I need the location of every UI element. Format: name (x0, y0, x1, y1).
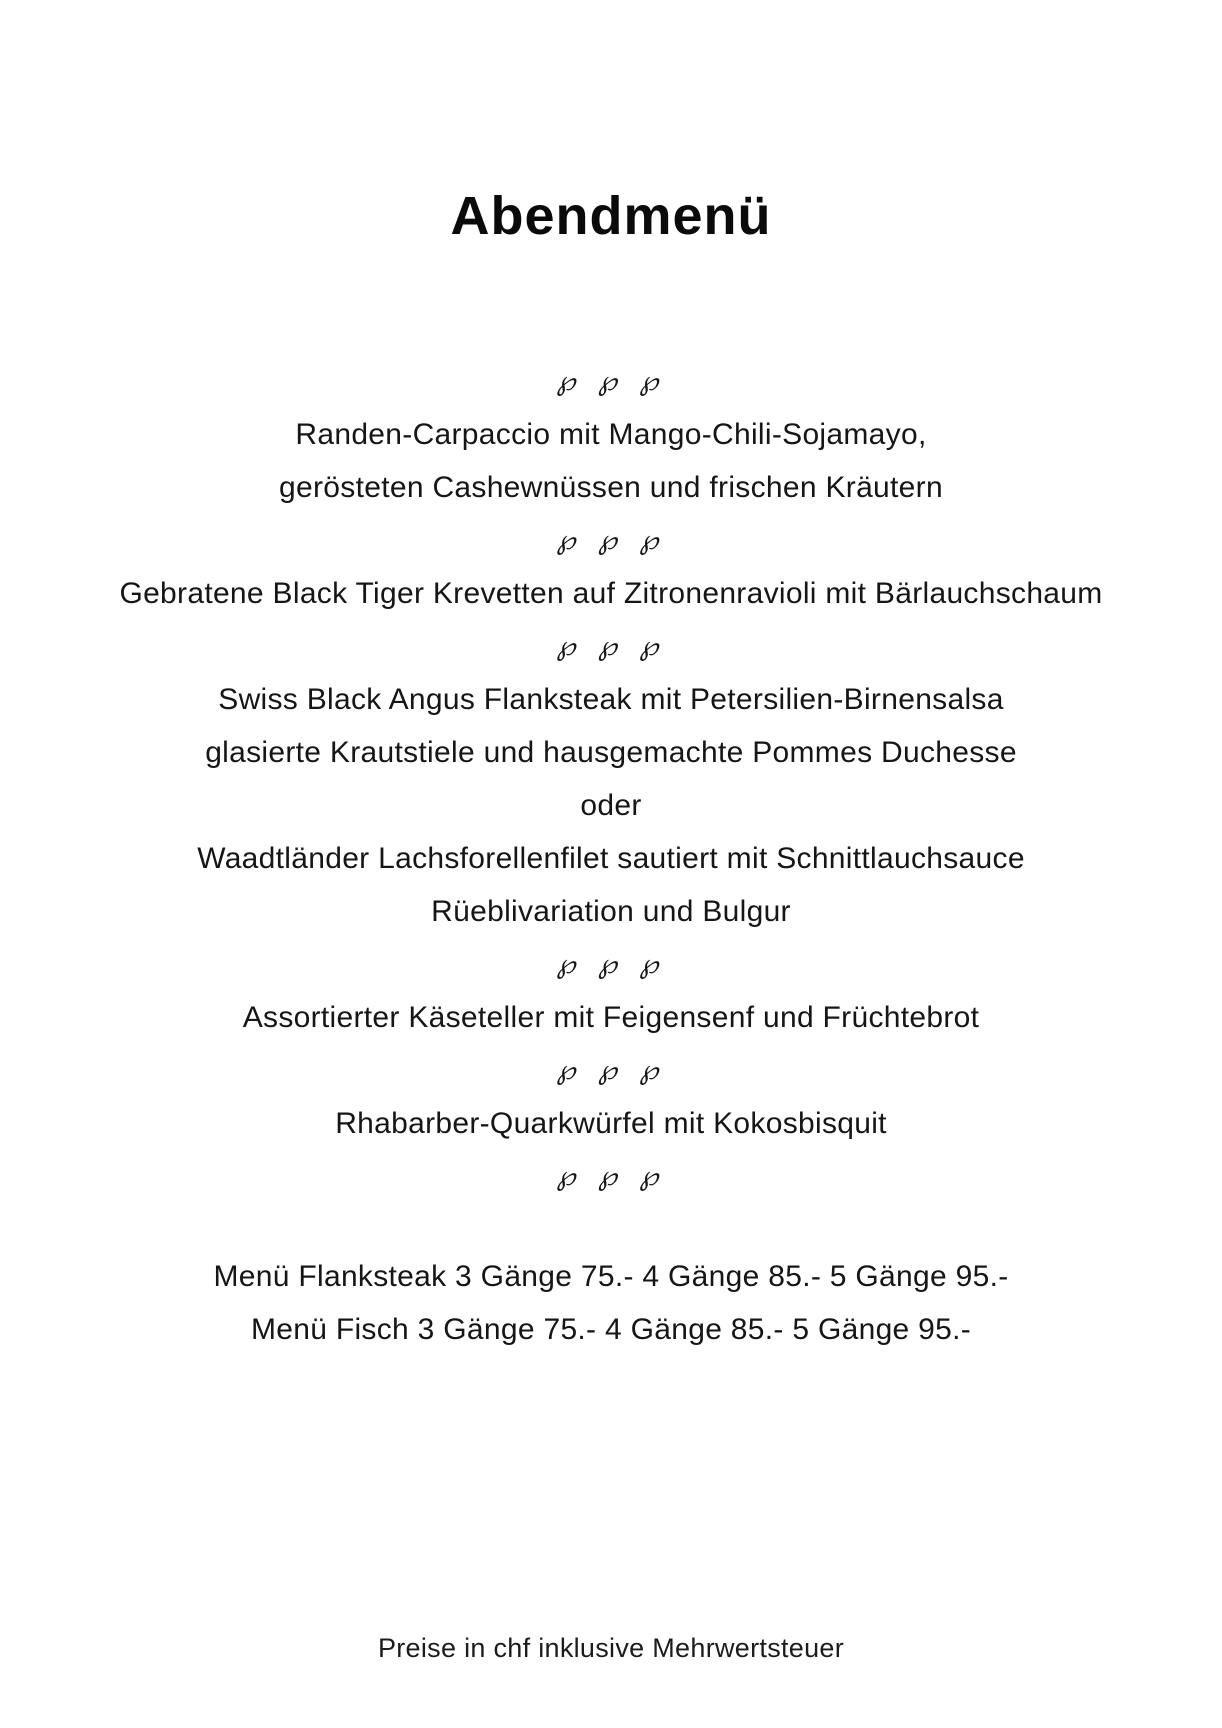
ornament-divider: ℘ ℘ ℘ (556, 366, 666, 397)
section-starter (0, 408, 1222, 514)
ornament-divider: ℘ ℘ ℘ (556, 949, 666, 980)
menu-item-line: Waadtländer Lachsforellenfilet sautiert mit Schnittlauchsauce (197, 842, 1025, 875)
price-line-fisch: Menü Fisch 3 Gänge 75.- 4 Gänge 85.- 5 Gänge 95.- (250, 1313, 972, 1346)
ornament-divider: ℘ ℘ ℘ (556, 1161, 666, 1192)
page-title: Abendmenü (450, 186, 772, 246)
menu-item-line: Gebratene Black Tiger Krevetten auf Zitronenravioli mit Bärlauchschaum (119, 577, 1103, 610)
menu-item-line: Swiss Black Angus Flanksteak mit Petersilien-Birnensalsa (218, 683, 1004, 716)
ornament-divider: ℘ ℘ ℘ (556, 631, 666, 662)
ornament-divider: ℘ ℘ ℘ (556, 1055, 666, 1086)
menu-choice-separator: oder (580, 789, 642, 822)
menu-item-line: gerösteten Cashewnüssen und frischen Kräutern (279, 471, 943, 504)
ornament-divider: ℘ ℘ ℘ (556, 525, 666, 556)
price-section (0, 1250, 1222, 1356)
menu-item-line: glasierte Krautstiele und hausgemachte Pommes Duchesse (205, 736, 1017, 769)
section-main-course (0, 673, 1222, 938)
price-line-flanksteak: Menü Flanksteak 3 Gänge 75.- 4 Gänge 85.- 5 Gänge 95.- (213, 1260, 1009, 1293)
section-dessert (0, 1097, 1222, 1150)
footer-note: Preise in chf inklusive Mehrwertsteuer (377, 1633, 845, 1663)
section-second-course (0, 567, 1222, 620)
section-cheese-course (0, 991, 1222, 1044)
menu-item-line: Randen-Carpaccio mit Mango-Chili-Sojamayo, (295, 418, 927, 451)
menu-item-line: Rhabarber-Quarkwürfel mit Kokosbisquit (335, 1107, 887, 1140)
menu-item-line: Rüeblivariation und Bulgur (431, 895, 791, 928)
menu-item-line: Assortierter Käseteller mit Feigensenf und Früchtebrot (242, 1001, 980, 1034)
